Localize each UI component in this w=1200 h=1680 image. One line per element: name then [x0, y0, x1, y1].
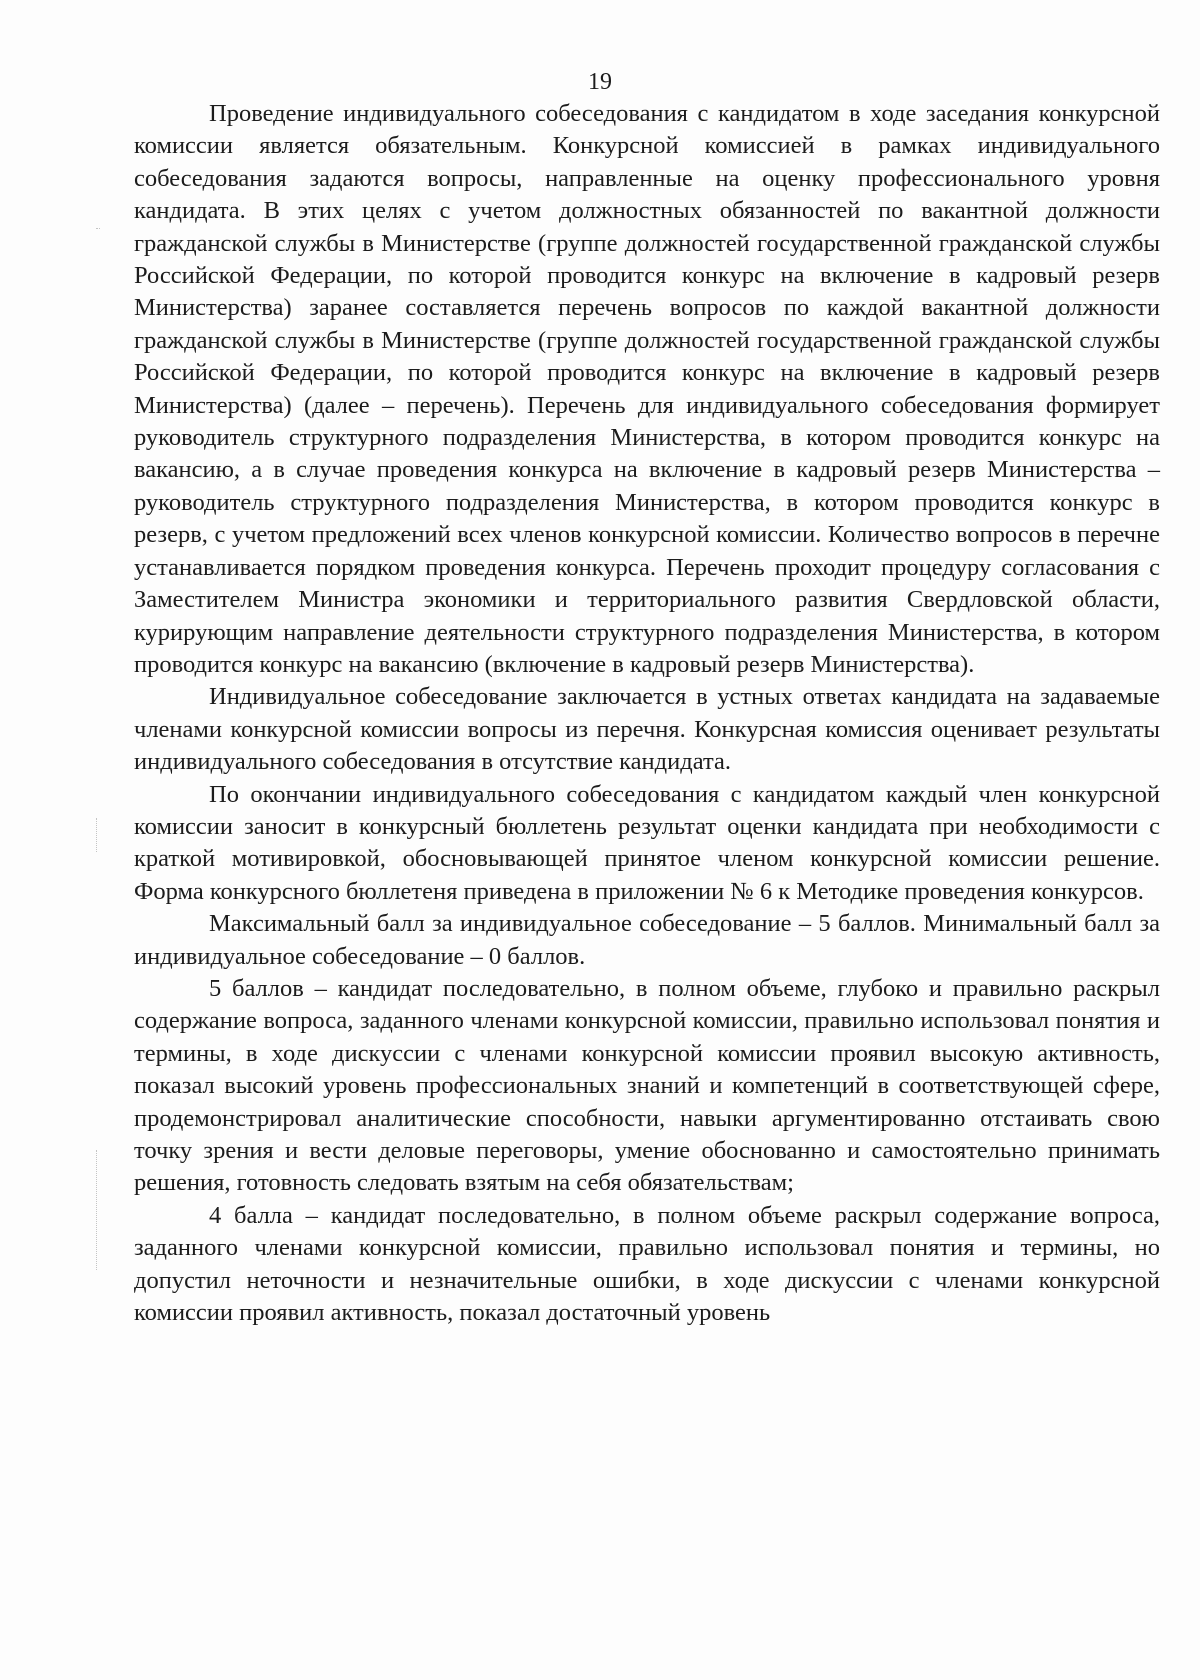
scan-artifact — [96, 818, 99, 852]
paragraph-interview-procedure: Проведение индивидуального собеседования с кандидатом в ходе заседания конкурсной комиссии является обязательным. Конкурсной комиссией в рамках индивидуального собеседования задаются вопросы, направленные на оценку профессионального уровня кандидата. В этих целях с учетом должностных обязанностей по вакантной должности гражданской службы в Министерстве (группе должностей государственной гражданской службы Российской Федерации, по которой проводится конкурс на включение в кадровый резерв Министерства) заранее составляется перечень вопросов по каждой вакантной должности гражданской службы в Министерстве (группе должностей государственной гражданской службы Российской Федерации, по которой проводится конкурс на включение в кадровый резерв Министерства) (далее – перечень). Перечень для индивидуального собеседования формирует руководитель структурного подразделения Министерства, в котором проводится конкурс на вакансию, а в случае проведения конкурса на включение в кадровый резерв Министерства – руководитель структурного подразделения Министерства, в котором проводится конкурс в резерв, с учетом предложений всех членов конкурсной комиссии. Количество вопросов в перечне устанавливается порядком проведения конкурса. Перечень проходит процедуру согласования с Заместителем Министра экономики и территориального развития Свердловской области, курирующим направление деятельности структурного подразделения Министерства, в котором проводится конкурс на вакансию (включение в кадровый резерв Министерства). — [134, 100, 1160, 678]
paragraph-interview-format: Индивидуальное собеседование заключается в устных ответах кандидата на задаваемые членами конкурсной комиссии вопросы из перечня. Конкурсная комиссия оценивает результаты индивидуального собеседования в отсутствие кандидата. — [134, 683, 1160, 776]
scan-artifact — [96, 228, 100, 231]
document-body — [134, 98, 1160, 1329]
page-number: 19 — [588, 69, 612, 95]
paragraph-score-4: 4 балла – кандидат последовательно, в полном объеме раскрыл содержание вопроса, заданного членами конкурсной комиссии, правильно использовал понятия и термины, но допустил неточности и незначительные ошибки, в ходе дискуссии с членами конкурсной комиссии проявил активность, показал достаточный уровень — [134, 1201, 1160, 1327]
paragraph-ballot: По окончании индивидуального собеседования с кандидатом каждый член конкурсной комиссии заносит в конкурсный бюллетень результат оценки кандидата при необходимости с краткой мотивировкой, обосновывающей принятое членом конкурсной комиссии решение. Форма конкурсного бюллетеня приведена в приложении № 6 к Методике проведения конкурсов. — [134, 780, 1160, 905]
paragraph-score-5: 5 баллов – кандидат последовательно, в полном объеме, глубоко и правильно раскрыл содержание вопроса, заданного членами конкурсной комиссии, правильно использовал понятия и термины, в ходе дискуссии с членами конкурсной комиссии проявил высокую активность, показал высокий уровень профессиональных знаний и компетенций в соответствующей сфере, продемонстрировал аналитические способности, навыки аргументированно отстаивать свою точку зрения и вести деловые переговоры, умение обоснованно и самостоятельно принимать решения, готовность следовать взятым на себя обязательствам; — [134, 974, 1160, 1197]
paragraph-score-range: Максимальный балл за индивидуальное собеседование – 5 баллов. Минимальный балл за индивидуальное собеседование – 0 баллов. — [134, 910, 1160, 970]
scan-artifact — [96, 1150, 99, 1270]
